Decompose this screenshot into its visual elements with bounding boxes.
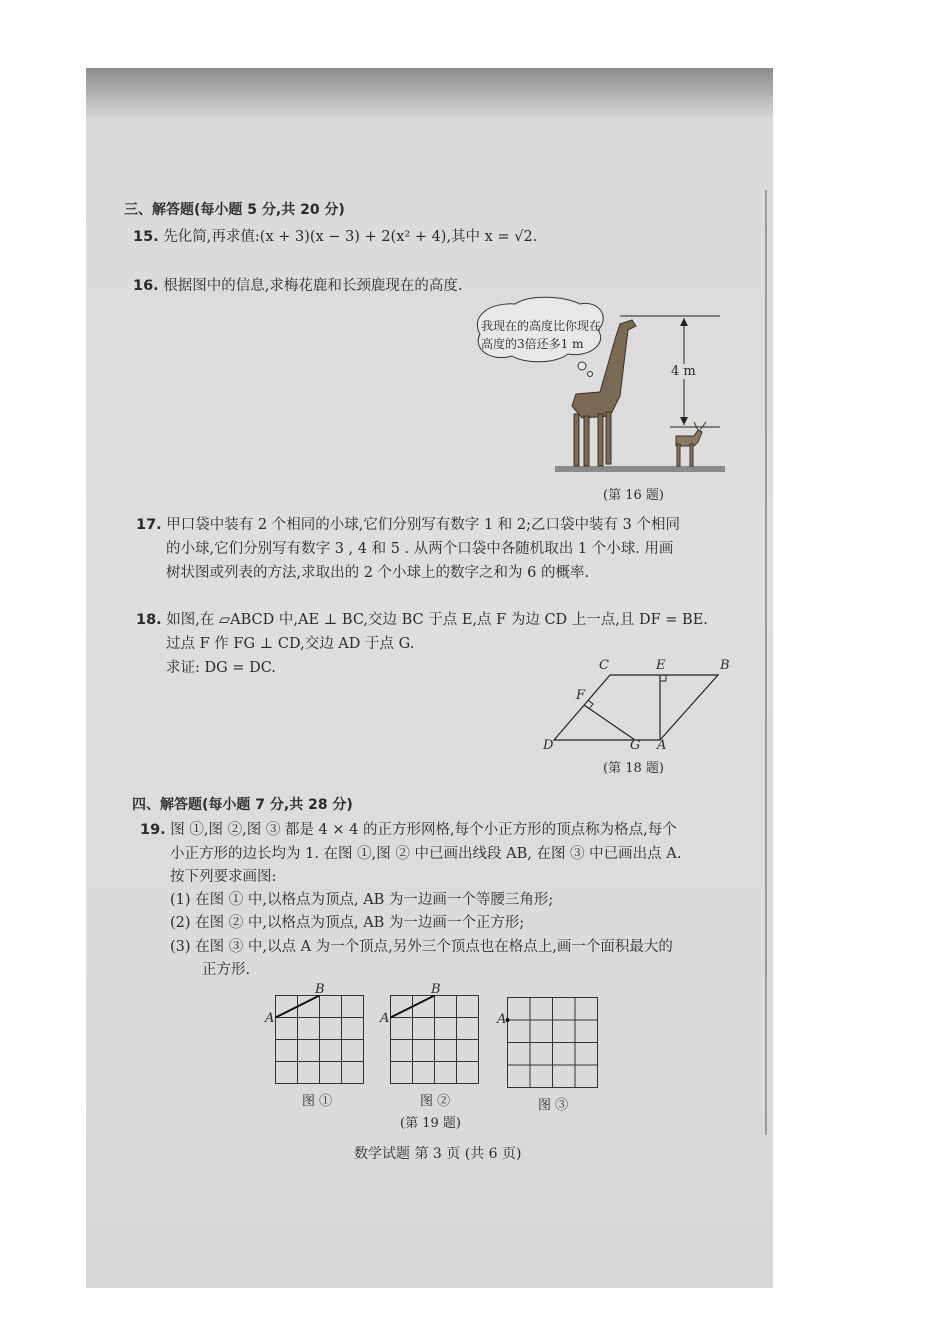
- grid1-label-B: B: [315, 982, 325, 997]
- q19-sub2: (2) 在图 ② 中,以格点为顶点, AB 为一边画一个正方形;: [170, 915, 525, 931]
- q19-sub1: (1) 在图 ① 中,以格点为顶点, AB 为一边画一个等腰三角形;: [170, 892, 554, 908]
- grid-figure-1: [275, 995, 365, 1085]
- grid-figure-3: [507, 997, 599, 1089]
- label-E: E: [656, 658, 666, 673]
- page-edge-line: [765, 190, 767, 1135]
- bubble-line2: 高度的3倍还多1 m: [481, 337, 584, 351]
- page-footer: 数学试题 第 3 页 (共 6 页): [354, 1146, 522, 1162]
- q15-number: 15.: [133, 229, 159, 245]
- section3-heading: 三、解答题(每小题 5 分,共 20 分): [124, 202, 345, 218]
- q19-line3: 按下列要求画图:: [170, 869, 277, 885]
- label-B: B: [720, 658, 730, 673]
- q19-line2: 小正方形的边长均为 1. 在图 ①,图 ② 中已画出线段 AB, 在图 ③ 中已画出点 A.: [170, 846, 682, 862]
- q16-text: 根据图中的信息,求梅花鹿和长颈鹿现在的高度.: [163, 278, 463, 294]
- q19-line1: [140, 820, 677, 840]
- q18-number: 18.: [136, 612, 162, 628]
- q16-number: 16.: [133, 278, 159, 294]
- q15-text: 先化简,再求值:(x + 3)(x − 3) + 2(x² + 4),其中 x = √2.: [163, 229, 538, 245]
- fig3-caption: 图 ③: [538, 1098, 569, 1113]
- q17-line2: 的小球,它们分别写有数字 3 , 4 和 5 . 从两个口袋中各随机取出 1 个小球. 用画: [166, 541, 674, 557]
- q16: [133, 276, 463, 296]
- q17-text-1: 甲口袋中装有 2 个相同的小球,它们分别写有数字 1 和 2;乙口袋中装有 3 个相同: [166, 517, 680, 533]
- q18-text-1: 如图,在 ▱ABCD 中,AE ⊥ BC,交边 BC 于点 E,点 F 为边 CD 上一点,且 DF = BE.: [166, 612, 708, 628]
- q18-line2: 过点 F 作 FG ⊥ CD,交边 AD 于点 G.: [166, 636, 415, 652]
- label-A: A: [657, 738, 667, 753]
- q18-line3: 求证: DG = DC.: [166, 660, 276, 676]
- q19-number: 19.: [140, 822, 166, 838]
- section4-heading: 四、解答题(每小题 7 分,共 28 分): [132, 797, 353, 813]
- q19-sub3a: (3) 在图 ③ 中,以点 A 为一个顶点,另外三个顶点也在格点上,画一个面积最大的: [170, 939, 673, 955]
- bubble-line1: 我现在的高度比你现在: [481, 319, 602, 333]
- label-G: G: [630, 738, 641, 753]
- fig1-caption: 图 ①: [302, 1094, 333, 1109]
- q15: [133, 227, 537, 247]
- q17-line3: 树状图或列表的方法,求取出的 2 个小球上的数字之和为 6 的概率.: [166, 565, 590, 581]
- q19-text-1: 图 ①,图 ②,图 ③ 都是 4 × 4 的正方形网格,每个小正方形的顶点称为格点,每个: [170, 822, 677, 838]
- q19-sub3b: 正方形.: [202, 962, 251, 978]
- label-D: D: [543, 738, 554, 753]
- grid3-label-A: A: [497, 1012, 507, 1027]
- grid2-label-A: A: [380, 1011, 390, 1026]
- q18-caption: (第 18 题): [603, 761, 664, 776]
- label-C: C: [599, 658, 609, 673]
- fig2-caption: 图 ②: [420, 1094, 451, 1109]
- dim-label-4m: 4 m: [671, 364, 696, 379]
- grid1-label-A: A: [265, 1011, 275, 1026]
- q16-caption: (第 16 题): [603, 488, 664, 503]
- q19-caption: (第 19 题): [400, 1116, 461, 1131]
- label-F: F: [576, 688, 586, 703]
- q17-number: 17.: [136, 517, 162, 533]
- grid-figure-2: [390, 995, 480, 1085]
- paper-shadow: [86, 68, 773, 118]
- q17-line1: [136, 515, 680, 535]
- grid2-label-B: B: [431, 982, 441, 997]
- q18-line1: [136, 610, 708, 630]
